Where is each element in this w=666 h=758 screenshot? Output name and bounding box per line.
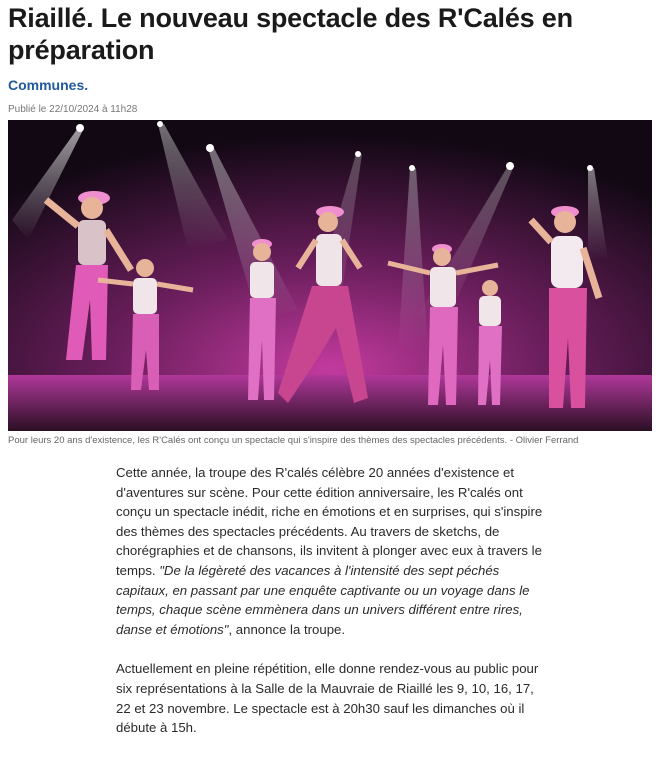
paragraph-1-quote: "De la légèreté des vacances à l'intensité des sept péchés capitaux, en passant par une enquête captivante ou un voyage dans le temps, chaque scène emmènera dans un univers différent entre rires, danse et émotions" — [116, 562, 530, 637]
stage-photo-illustration — [8, 120, 652, 431]
paragraph-1-intro: Cette année, la troupe des R'calés célèbre 20 années d'existence et d'aventures sur scène. Pour cette édition anniversaire, les R'calés ont conçu un spectacle inédit, riche en émotions et en surprises, qui s'inspire des thèmes des spectacles précédents. Au travers de sketchs, de chorégraphies et de chansons, ils invitent à plonger avec eux à travers le temps. — [116, 465, 543, 578]
paragraph-2: Actuellement en pleine répétition, elle donne rendez-vous au public pour six représentations à la Salle de la Mauvraie de Riaillé les 9, 10, 16, 17, 22 et 23 novembre. Le spectacle est à 20h30 sauf les dimanches où il débute à 15h. — [116, 661, 539, 736]
photo-caption: Pour leurs 20 ans d'existence, les R'Calés ont conçu un spectacle qui s'inspire des thèmes des spectacles précédents. - Olivier Ferrand — [8, 435, 579, 446]
category-link[interactable]: Communes. — [8, 77, 89, 93]
article-photo — [8, 120, 652, 431]
paragraph-1 — [116, 463, 544, 639]
published-date: Publié le 22/10/2024 à 11h28 — [8, 104, 138, 115]
paragraph-1-outro: , annonce la troupe. — [228, 621, 346, 637]
article-body — [116, 463, 544, 758]
article-title: Riaillé. Le nouveau spectacle des R'Calés en préparation — [8, 3, 573, 65]
